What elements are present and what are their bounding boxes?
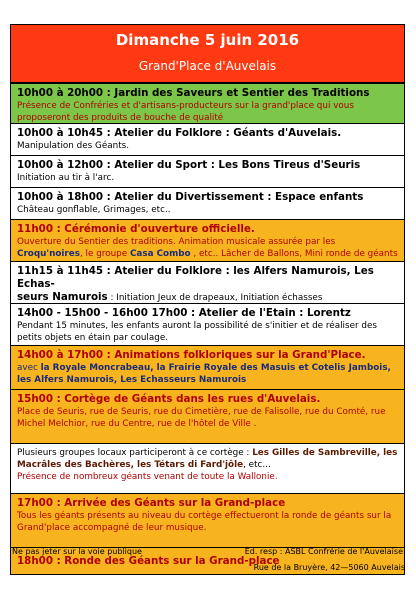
program-sheet [10, 24, 405, 575]
event-arrivee-geants [11, 493, 404, 547]
desc-group-name: Croqu'noires [17, 249, 80, 259]
event-heading: 10h00 à 10h45 : Atelier du Folklore : Géants d'Auvelais. [17, 127, 342, 139]
desc-group-names: la Royale Moncrabeau, la Frairie Royale des Masuis et Cotelis Jambois, les Alfers Namurois, Les Echasseurs Namurois [17, 363, 391, 385]
event-heading: 10h00 à 18h00 : Atelier du Divertissement : Espace enfants [17, 191, 364, 203]
event-description: Présence de nombreux géants venant de toute la Wallonie. [17, 472, 278, 482]
desc-text: Ouverture du Sentier des traditions. Animation musicale assurée par les [17, 237, 336, 247]
event-heading: 14h00 à 17h00 : Animations folkloriques sur la Grand'Place. [17, 349, 366, 361]
event-jardin-saveurs [11, 83, 404, 123]
event-description: Manipulation des Géants. [17, 141, 130, 151]
event-description: Place de Seuris, rue de Seuris, rue du Cimetière, rue de Falisolle, rue du Comté, rue Michel Melchior, rue du Centre, rue de l'hôtel de Ville . [17, 407, 386, 429]
page-subtitle: Grand'Place d'Auvelais [138, 59, 277, 73]
event-heading: 11h00 : Cérémonie d'ouverture officielle. [17, 223, 255, 235]
footer-address: Rue de la Bruyère, 42—5060 Auvelais [253, 563, 405, 572]
event-description [17, 236, 398, 260]
event-heading-cont: seurs Namurois [17, 291, 108, 303]
footer-notice: Ne pas jeter sur la voie publique [12, 547, 142, 556]
page-title: Dimanche 5 juin 2016 [115, 31, 300, 49]
event-description: Tous les géants présents au niveau du cortège effectueront la ronde de géants sur la Grand'place accompagné de leur musique. [17, 511, 392, 533]
event-description: Château gonflable, Grimages, etc.. [17, 205, 171, 215]
event-heading: 18h00 : Ronde des Géants sur la Grand-place [17, 555, 280, 567]
desc-group-names: Les Gilles de Sambreville, les Macrâles des Bachères, les Tétars di Fard'jôle [17, 448, 398, 470]
event-atelier-folklore-geants [11, 123, 404, 155]
desc-text: , le groupe [79, 249, 130, 259]
event-description: Présence de Confréries et d'artisans-producteurs sur la grand'place qui vous proposeront des produits de bouche de qualité [17, 101, 354, 123]
event-heading: 17h00 : Arrivée des Géants sur la Grand-place [17, 497, 286, 509]
desc-text: avec [17, 363, 41, 373]
desc-text: , etc... [243, 460, 271, 470]
event-atelier-folklore-alfers [11, 261, 404, 303]
desc-text: Plusieurs groupes locaux participeront à ce cortège : [17, 448, 253, 458]
event-heading: 10h00 à 12h00 : Atelier du Sport : Les Bons Tireus d'Seuris [17, 159, 361, 171]
event-ceremonie-ouverture [11, 219, 404, 261]
event-heading: 15h00 : Cortège de Géants dans les rues d'Auvelais. [17, 393, 321, 405]
footer-publisher: Ed. resp : ASBL Confrérie de l'Auvelaise [244, 547, 403, 556]
header-banner [11, 25, 404, 83]
event-heading: 11h15 à 11h45 : Atelier du Folklore : les Alfers Namurois, Les Echas- [17, 265, 374, 290]
event-description: : Initiation Jeux de drapeaux, Initiation échasses [107, 293, 323, 303]
event-cortege-participants [11, 443, 404, 493]
event-atelier-divertissement [11, 187, 404, 219]
event-heading: 10h00 à 20h00 : Jardin des Saveurs et Sentier des Traditions [17, 87, 370, 99]
event-animations-folkloriques [11, 345, 404, 389]
event-atelier-etain [11, 303, 404, 345]
event-description: Initiation au tir à l'arc. [17, 173, 115, 183]
event-cortege-geants [11, 389, 404, 443]
desc-group-name: Casa Combo [129, 249, 191, 259]
event-heading: 14h00 - 15h00 - 16h00 17h00 : Atelier de l'Etain : Lorentz [17, 307, 351, 319]
event-description: Pendant 15 minutes, les enfants auront la possibilité de s'initier et de réaliser des petits objets en étain par coulage. [17, 321, 377, 343]
event-atelier-sport [11, 155, 404, 187]
desc-text: , etc.. Lâcher de Ballons, Mini ronde de géants [190, 249, 398, 259]
